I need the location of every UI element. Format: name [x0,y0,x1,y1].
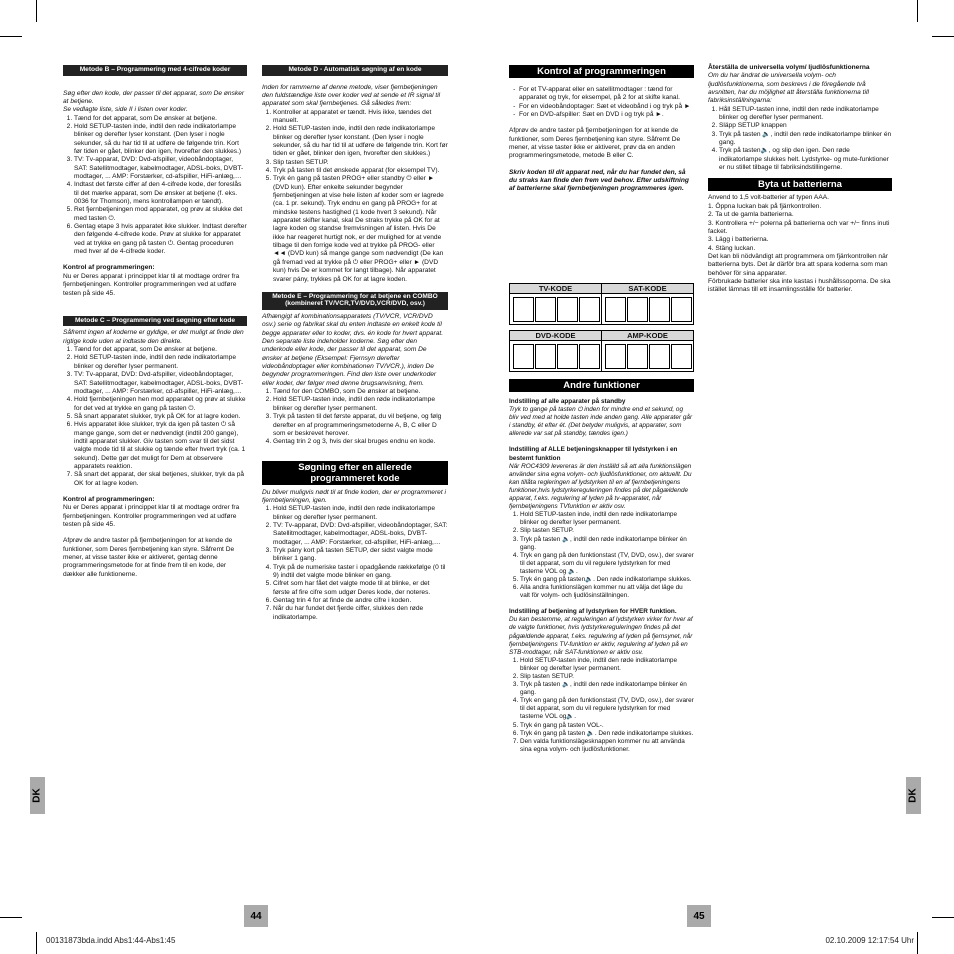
list-item: 2. Hold SETUP-tasten inde, indtil den røde indikatorlampe blinker og derefter lyser konstant. (Den lyser i nogle sekunder, så du har tid til at udføre de følgende trin. Kort før tiden er gået, blinker den igen, hvorefter den slukkes.) [74,123,247,156]
crop-mark [917,932,918,954]
crop-mark [36,0,37,22]
list-item: 6. Gentag trin 4 for at finde de andre cifre i koden. [273,597,448,605]
list-item: 6. Alla andra funktionslägen kommer nu att välja det läge du valt för volym- och ljudlösinställningen. [520,584,694,600]
list-item: 5. Tryk én gang på tasten PROG+ eller standby ⏻ eller ► (DVD kun). Efter enkelte sekunder begynder fjernbetjeningen at vise hele listen af koder som er lagrede (ca. 1 pr. sekund). Tryk endnu en gang på PROG+ for at mindske testens hastighed (1 kode hvert 3 sekund). Når apparatet skifter kanal, skal De straks trykke på OK for at lagre koden og standse fremvisningen af listen. Hvis De ikke har reageret hurtigt nok, er der mulighed for at vende tilbage til den forrige kode ved at trykke på PROG- eller ◄◄ (DVD kun) så mange gange som nødvendigt (De kan gå fremad ved at trykke på ⏻ eller PROG+ eller ► (DVD kun) hvis De er kommet for langt tilbage). Når apparatet svarer pány, trykkes på OK for at lagre koden. [273,175,448,283]
battery-line: 4. Stäng luckan. [708,244,756,252]
reset-heading: Återställa de universella volym/ ljudlösfunktionerna [708,64,870,71]
amp-code-label: AMP-KODE [602,331,693,341]
column-2 [262,65,448,622]
code-digit-cell [605,344,626,369]
code-digit-cell [535,297,556,322]
code-digit-cell [579,297,600,322]
page-number-right: 45 [687,905,711,927]
volume-each-steps [509,657,694,754]
control-bullets [509,86,694,119]
list-item: 2. Släpp SETUP knappen [719,122,892,130]
code-digit-cell [535,344,556,369]
list-item: - For et TV-apparat eller en satellitmodtager : tænd for apparatet og tryk, for eksempel, på 2 for at skifte kanal. [519,86,694,103]
list-item: - For en videobåndoptager: Sæt et videobånd i og tryk på ► [519,103,694,111]
sat-code-label: SAT-KODE [602,284,693,294]
code-digit-cell [557,344,578,369]
code-digit-cell [513,344,534,369]
crop-mark [932,36,954,37]
battery-line: Anvend to 1,5 volt-batterier af typen AAA. [708,194,829,202]
list-item: 4. Tryk på de numeriske taster i opadgående rækkefølge (0 til 9) indtil det valgte mode blinker en gang. [273,564,448,581]
list-item: 4. Tryk en gang på den funktionstast (TV, DVD, osv.), der svarer til det apparat, som du vil regulere lydstyrken for med tasterne VOL og🔈. [520,697,694,721]
list-item: 2. TV: Tv-apparat, DVD: Dvd-afspiller, videobåndoptager, SAT: Satellitmodtager, kabelmodtager, ADSL-boks, DVBT-modtager, ... AMP: Forstærker, cd-afspiller, HiFi-anlæg,… [273,522,448,547]
volume-all-heading: Indstilling af ALLE betjeningsknapper til lydstyrken i en bestemt funktion [509,446,678,462]
list-item: 5. Tryk én gang på tasten VOL-. [520,722,694,730]
list-item: 5. Så snart apparatet slukker, tryk på OK for at lagre koden. [74,413,247,421]
crop-mark [917,0,918,22]
control-text: Nu er Deres apparat i princippet klar til at modtage ordrer fra fjernbetjeningen. Kontroller programmeringen ved at udføre testen på side 45. [63,504,240,528]
code-digit-cell [605,297,626,322]
search-steps [262,505,448,622]
battery-line: Det kan bli nödvändigt att programmera om fjärrkontrollen när batterierna byts. Det är därför bra att spara koderna som man behöver för sina apparater. [708,252,888,277]
list-item: 5. Ret fjernbetjeningen mod apparatet, og prøv at slukke det med tasten ⏻. [74,206,247,223]
dvd-code-label: DVD-KODE [510,331,601,341]
method-e-intro: Afhængigt af kombinationsapparatets (TV/VCR, VCR/DVD osv.) serie og fabrikat skal du enten indtaste en enkelt kode til begge apparater eller to koder, dvs. én kode for hvert apparat. Den separate liste indeholder koderne. Søg efter den underkode eller kode, der passer til det apparat, som De ønsker at betjene (Eksempel: Fjernsyn derefter videobåndoptager eller kombinationen TV/VCR.), inden De begynder programmeringen. Find den liste over underkoder eller koder, der følger med denne brugsanvisning, frem. [262,313,444,387]
volume-all-text: När ROC4309 levereras är den inställd så att alla funktionslägen använder sina egna volym- och ljudlösfunktioner, om aktuellt. Du kan tillåta regleringen af lydstyrken til en af fjernbetjeningens funktioner,hvis lydstyrkereguleringen findes på det pågældende apparat, f.eks. regulering af lyden på tv-apparatet, når fjernbetjeningens TVfunktion er aktiv osv. [509,462,692,511]
code-digit-cell [579,344,600,369]
list-item: 4. Hold fjernbetjeningen hen mod apparatet og prøv at slukke for det ved at trykke en gang på tasten ⏻. [74,396,247,413]
list-item: 4. Tryk på tasten til det ønskede apparat (for eksempel TV). [273,167,448,175]
section-header-other-functions: Andre funktioner [509,379,694,392]
standby-heading: Indstilling af alle apparater på standby [509,398,626,405]
code-digit-cell [649,344,670,369]
code-digit-cell [671,297,692,322]
list-item: 5. Tryk én gang på tasten🔈. Den røde indikatorlampe slukkes. [520,576,694,584]
list-item: 4. Indtast det første ciffer af den 4-cifrede kode, der foreslås til det mærke apparat, som De ønsker at betjene (f. eks. 0036 for Thomson), mens kontrollampen er tændt). [74,181,247,206]
list-item: 3. Slip tasten SETUP. [273,159,448,167]
search-intro: Du bliver muligvis nødt til at finde koden, der er programmeret i fjernbetjeningen, igen. [262,488,446,504]
section-header-control: Kontrol af programmeringen [509,65,694,78]
volume-each-text: Du kan bestemme, at reguleringen af lydstyrken virker for hver af de valgte funktioner, hvis lydstyrkereguleringen findes på det pågældende apparat, f.eks. regulering af lyden på fjernsynet, når fjernbetjeningens TV-funktion er aktiv, regulering af lyden på en STB-modtager, når SAT-funktionen er aktiv osv. [509,616,693,656]
crop-mark [932,917,954,918]
column-3 [509,65,694,194]
method-c-intro: Såfremt ingen af koderne er gyldige, er det muligt at finde den rigtige kode uden at indtaste den direkte. [63,329,244,345]
code-box-dvd-amp [509,330,694,372]
list-item: 6. Hvis apparatet ikke slukker, tryk da igen på tasten ⏻ så mange gange, som det er nødvendigt (indtil 200 gange), indtil apparatet slukker. Giv tasten som svar til det sidst valgte mode tid til at slukke og tænde efter hvert tryk (ca. 1 sekund). Dette gør det muligt for Dem at observere apparatets reaktion. [74,421,247,471]
list-item: 1. Tænd for det apparat, som De ønsker at betjene. [74,115,247,123]
list-item: 2. Slip tasten SETUP. [520,673,694,681]
list-item: 1. Tænd for det apparat, som De ønsker at betjene. [74,346,247,354]
method-b-intro-2: Se vedlagte liste, side II i listen over koder. [63,106,188,114]
method-d-steps [262,109,448,284]
volume-each-heading: Indstilling af betjening af lydstyrken for HVER funktion. [509,608,677,616]
code-digit-cell [627,344,648,369]
control-heading: Kontrol af programmeringen: [63,264,155,272]
list-item: 7. Når du har fundet det fjerde ciffer, slukkes den røde indikatorlampe. [273,605,448,622]
list-item: 2. Hold SETUP-tasten inde, indtil den røde indikatorlampe blinker og derefter lyser permanent. [74,354,247,371]
list-item: 1. Hold SETUP-tasten inde, indtil den røde indikatorlampe blinker og derefter lyser permanent. [273,505,448,522]
list-item: 2. Slip tasten SETUP. [520,527,694,535]
code-digit-cell [557,297,578,322]
column-4 [708,64,892,295]
tv-code-label: TV-KODE [510,284,601,294]
list-item: 1. Hold SETUP-tasten inde, indtil den røde indikatorlampe blinker og derefter lyser permanent. [520,657,694,673]
footer-file: 00131873bda.indd Abs1:44-Abs1:45 [46,936,176,945]
page-number-left: 44 [244,905,268,927]
list-item: 3. Tryk på tasten til det første apparat, du vil betjene, og følg derefter en af programmeringsmetoderne A, B, C eller D som er beskrevet herover. [273,413,448,438]
list-item: 6. Tryk én gang på tasten 🔈. Den røde indikatorlampe slukkes. [520,730,694,738]
list-item: 3. Tryk på tasten 🔈, indtil den røde indikatorlampe blinker én gang. [520,681,694,697]
section-header-method-d: Metode D - Automatisk søgning af en kode [262,65,448,76]
code-box-tv-sat [509,283,694,325]
method-e-steps [262,388,448,446]
battery-line: 3. Kontrollera +/− polerna på batterierna och var +/− finns inuti facket. [708,219,890,235]
list-item: 2. Hold SETUP-tasten inde, indtil den røde indikatorlampe blinker og derefter lyser permanent. [273,396,448,413]
method-b-steps [63,115,247,257]
section-header-method-b: Metode B – Programmering med 4-cifrede koder [63,65,247,76]
method-b-intro: Søg efter den kode, der passer til det apparat, som De ønsker at betjene. [63,89,245,105]
column-3-lower [509,379,694,754]
list-item: 3. TV: Tv-apparat, DVD: Dvd-afspiller, videobåndoptager, SAT: Satellitmodtager, kabelmodtager, ADSL-boks, DVBT-modtager, ... AMP: Forstærker, cd-afspiller, HiFi-anlæg,… [74,371,247,396]
control-heading: Kontrol af programmeringen: [63,495,155,503]
code-digit-cell [671,344,692,369]
section-header-method-e: Metode E – Programmering for at betjene en COMBO (kombineret TV/VCR,TV/DVD,VCR/DVD, osv.) [262,292,448,310]
volume-all-steps [509,511,694,600]
section-header-search-code: Søgning efter en allerede programmeret kode [262,461,448,485]
list-item: 3. Tryk på tasten 🔈, indtil den røde indikatorlampe blinker én gang. [520,536,694,552]
list-item: - For en DVD-afspiller: Sæt en DVD i og tryk på ►. [519,111,694,119]
battery-line: Förbrukade batterier ska inte kastas i hushållssoporna. De ska istället lämnas till ett insamlingsställe för batterier. [708,277,891,294]
battery-line: 1. Öppna luckan bak på fjärrkontrollen. [708,202,822,210]
reset-intro: Om du har ändrat de universella volym- och ljudlösfunktionerna, som beskrevs i de föregående två avsnitten, har du möjlighet att återställa funktionerna till fabriksinställningarna: [708,72,869,105]
list-item: 3. TV: Tv-apparat, DVD: Dvd-afspiller, videobåndoptager, SAT: Satellitmodtager, kabelmodtager, ADSL-boks, DVBT-modtager, ... AMP: Forstærker, cd-afspiller, HiFi-anlæg,… [74,156,247,181]
list-item: 3. Tryk pány kort på tasten SETUP, der sidst valgte mode blinker 1 gang. [273,547,448,564]
list-item: 1. Tænd for den COMBO, som De ønsker at betjene. [273,388,448,396]
control-text: Afprøv de andre taster på fjernbetjeningen for at kende de funktioner, som Deres fjernbetjening kan styre. Såfremt De mener, at visse taster ikke er aktiveret, prøv da en anden programmeringsmetode, metode B eller C. [509,127,681,160]
list-item: 4. Gentag trin 2 og 3, hvis der skal bruges endnu en kode. [273,438,448,446]
battery-line: 3. Lägg i batterierna. [708,236,769,244]
crop-mark [0,36,22,37]
code-digit-cell [649,297,670,322]
list-item: 5. Cifret som har fået det valgte mode til at blinke, er det første af fire cifre som udgør Deres kode, der noteres. [273,580,448,597]
battery-line: 2. Ta ut de gamla batterierna. [708,211,794,219]
language-tab-left: DK [30,777,45,814]
footer-timestamp: 02.10.2009 12:17:54 Uhr [825,936,914,945]
code-digit-cell [627,297,648,322]
section-header-method-c: Metode C – Programmering ved søgning efter kode [63,316,247,327]
list-item: 2. Hold SETUP-tasten inde, indtil den røde indikatorlampe blinker og derefter lyser konstant. (Den lyser i nogle sekunder, så du har tid til at udføre de følgende trin. Kort før tiden er gået, blinker den igen, hvorefter den slukkes.) [273,125,448,158]
list-item: 4. Tryk en gang på den funktionstast (TV, DVD, osv.), der svarer til det apparat, som du vil regulere lydstyrken for med tasterne VOL og 🔈. [520,552,694,576]
language-tab-right: DK [906,777,921,814]
code-digit-cell [513,297,534,322]
column-1 [63,65,247,579]
list-item: 6. Gentag etape 3 hvis apparatet ikke slukker. Indtast derefter den følgende 4-cifrede kode. Prøv at slukke for apparatet ved at trykke en gang på tasten ⏻. Gentag proceduren med hver af de 4-cifrede koder. [74,223,247,256]
section-header-batteries: Byta ut batterierna [708,178,892,191]
list-item: 7. Den valda funktionslägesknappen kommer nu att använda sina egna volym- och ljudlösfunktioner. [520,738,694,754]
list-item: 4. Tryk på tasten🔈, og slip den igen. Den røde indikatorlampe slukkes helt. Lydstyrke- og mute-funktioner er nu stillet tilbage til fabriksindstillingerne. [719,147,892,172]
list-item: 7. Så snart det apparat, der skal betjenes, slukker, tryk da på OK for at lagre koden. [74,471,247,488]
code-note: Skriv koden til dit apparat ned, når du har fundet den, så du straks kan finde den frem ved behov. Efter udskiftning af batterierne skal fjernbetjeningen programmeres igen. [509,168,689,193]
list-item: 1. Hold SETUP-tasten inde, indtil den røde indikatorlampe blinker og derefter lyser permanent. [520,511,694,527]
list-item: 1. Kontroller at apparatet er tændt. Hvis ikke, tændes det manuelt. [273,109,448,126]
method-c-steps [63,346,247,488]
standby-text: Tryk to gange på tasten ⏻ inden for mindre end et sekund, og bliv ved med at holde tasten inde anden gang. Alle apparater går i standby, ét efter ét. (Det betyder muligvis, at apparater, som allerede var sat på standby, tændes igen.) [509,406,693,438]
crop-mark [36,932,37,954]
control-text: Nu er Deres apparat i princippet klar til at modtage ordrer fra fjernbetjeningen. Kontroller programmeringen ved at udføre testen på side 45. [63,272,240,297]
reset-steps [708,106,892,173]
crop-mark [0,917,22,918]
method-c-outro: Afprøv de andre taster på fjernbetjeningen for at kende de funktioner, som Deres fjernbetjening kan styre. Såfremt De mener, at visse taster ikke er aktiveret, gentag denne programmeringsmetode for at finde frem til en kode, der dækker alle funktionerne. [63,537,235,578]
list-item: 1. Håll SETUP-tasten inne, indtil den røde indikatorlampe blinker og derefter lyser permanent. [719,106,892,123]
list-item: 3. Tryk på tasten 🔈, indtil den røde indikatorlampe blinker én gang. [719,131,892,148]
method-d-intro: Inden for rammerne af denne metode, viser fjernbetjeningen den fuldstændige liste over koder ved at sende et IR signal til apparatet som skal fjernbetjenes. Gå således frem: [262,83,441,108]
